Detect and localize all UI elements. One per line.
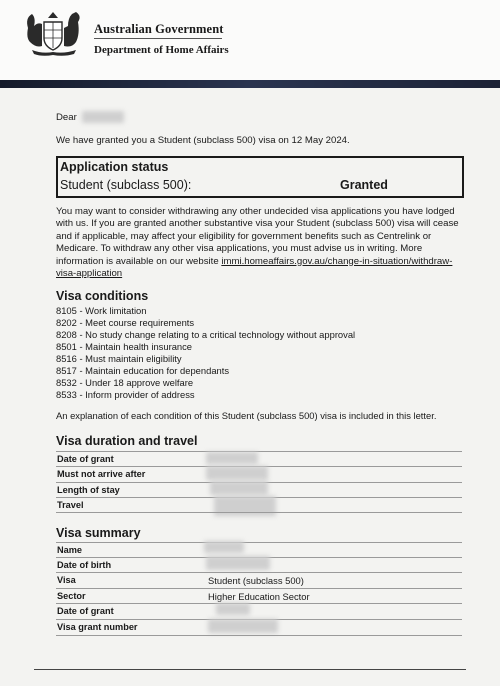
australian-coat-of-arms-icon bbox=[22, 8, 84, 58]
redacted-name bbox=[82, 111, 124, 123]
header-band bbox=[0, 80, 500, 88]
condition-item: 8533 - Inform provider of address bbox=[56, 389, 195, 400]
row-label-visa-grant-number: Visa grant number bbox=[57, 622, 138, 632]
redacted-value bbox=[206, 452, 258, 464]
row-label-date-of-grant: Date of grant bbox=[57, 454, 114, 464]
status-label: Student (subclass 500): bbox=[60, 178, 192, 192]
condition-item: 8208 - No study change relating to a critical technology without approval bbox=[56, 329, 356, 340]
row-divider bbox=[56, 451, 462, 452]
status-value: Granted bbox=[340, 178, 388, 192]
department-name: Department of Home Affairs bbox=[94, 44, 229, 56]
visa-duration-heading: Visa duration and travel bbox=[56, 434, 198, 448]
row-divider bbox=[56, 635, 462, 636]
status-title: Application status bbox=[60, 160, 169, 174]
row-label-length-of-stay: Length of stay bbox=[57, 485, 120, 495]
condition-item: 8501 - Maintain health insurance bbox=[56, 341, 193, 352]
row-divider bbox=[56, 588, 462, 589]
row-label-sector: Sector bbox=[57, 591, 86, 601]
row-label-date-of-birth: Date of birth bbox=[57, 560, 112, 570]
visa-summary-heading: Visa summary bbox=[56, 526, 141, 540]
withdraw-info-paragraph bbox=[56, 206, 466, 280]
government-name: Australian Government bbox=[94, 22, 224, 36]
withdraw-info-text: You may want to consider withdrawing any other undecided visa applications you have lodged with us. If you are granted another substantive visa your Student (subclass 500) visa will cease and if applicable, may affect your eligibility for government benefits such as Centrelink or Medicare. To withdraw any other visa applications, you must advise us in writing. More information is available on our website bbox=[56, 206, 459, 267]
row-label-travel: Travel bbox=[57, 500, 84, 510]
salutation: Dear bbox=[56, 112, 77, 123]
grant-line: We have granted you a Student (subclass 500) visa on 12 May 2024. bbox=[56, 135, 350, 146]
condition-item: 8517 - Maintain education for dependants bbox=[56, 365, 230, 376]
row-divider bbox=[56, 542, 462, 543]
redacted-value bbox=[214, 496, 276, 516]
row-divider bbox=[56, 512, 462, 513]
condition-item: 8105 - Work limitation bbox=[56, 305, 147, 316]
condition-item: 8532 - Under 18 approve welfare bbox=[56, 377, 194, 388]
row-value-sector: Higher Education Sector bbox=[208, 591, 310, 602]
footer-divider bbox=[34, 669, 466, 670]
condition-item: 8202 - Meet course requirements bbox=[56, 317, 195, 328]
condition-item: 8516 - Must maintain eligibility bbox=[56, 353, 182, 364]
row-divider bbox=[56, 603, 462, 604]
letterhead bbox=[0, 0, 500, 80]
redacted-value bbox=[204, 541, 244, 553]
conditions-explanation: An explanation of each condition of this Student (subclass 500) visa is included in this letter. bbox=[56, 410, 437, 421]
letterhead-divider bbox=[94, 38, 222, 39]
row-label-must-not-arrive-after: Must not arrive after bbox=[57, 469, 146, 479]
visa-conditions-heading: Visa conditions bbox=[56, 289, 149, 303]
row-label-date-of-grant: Date of grant bbox=[57, 606, 114, 616]
row-label-name: Name bbox=[57, 545, 83, 555]
redacted-value bbox=[210, 481, 268, 495]
redacted-value bbox=[206, 556, 270, 570]
withdraw-info-link[interactable]: immi.homeaffairs.gov.au/change-in-situation/withdraw-visa-application bbox=[56, 255, 453, 280]
row-label-visa: Visa bbox=[57, 575, 76, 585]
row-value-visa: Student (subclass 500) bbox=[208, 575, 304, 586]
redacted-value bbox=[206, 466, 268, 480]
redacted-value bbox=[208, 619, 278, 633]
row-divider bbox=[56, 572, 462, 573]
application-status-box bbox=[56, 156, 464, 198]
redacted-value bbox=[216, 603, 250, 615]
